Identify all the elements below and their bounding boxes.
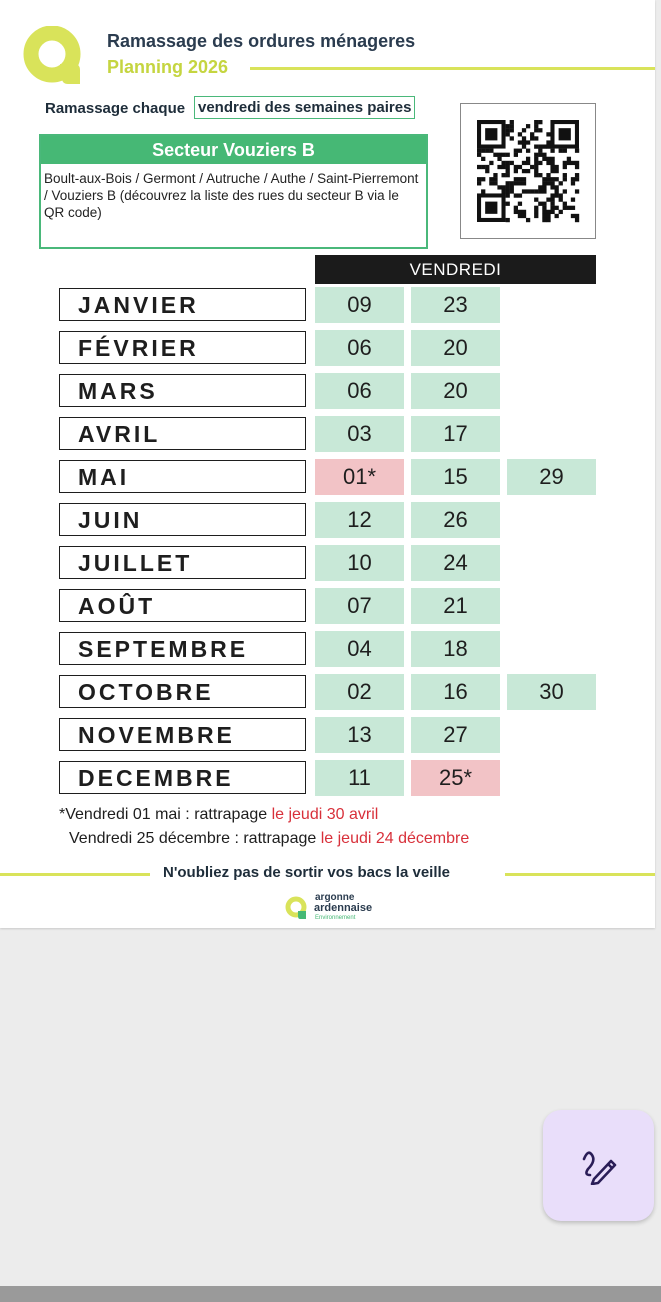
date-cell: 21 — [411, 588, 500, 624]
date-cell-rescheduled: 25* — [411, 760, 500, 796]
argonne-logo-icon — [284, 895, 312, 921]
brand-line2: ardennaise — [314, 902, 373, 914]
reminder-text: N'oubliez pas de sortir vos bacs la veille — [163, 864, 451, 881]
month-label: JUIN — [59, 503, 306, 536]
column-header-vendredi: VENDREDI — [315, 255, 596, 284]
page-title: Ramassage des ordures ménageres — [107, 31, 416, 51]
month-label: MAI — [59, 460, 306, 493]
schedule-label: Ramassage chaque — [45, 100, 186, 117]
month-label: NOVEMBRE — [59, 718, 306, 751]
sector-title: Secteur Vouziers B — [41, 136, 426, 164]
date-cell: 04 — [315, 631, 404, 667]
month-label: AOÛT — [59, 589, 306, 622]
date-cell: 06 — [315, 330, 404, 366]
date-cell-rescheduled: 01* — [315, 459, 404, 495]
note-december-highlight: le jeudi 24 décembre — [320, 830, 470, 847]
date-cell: 15 — [411, 459, 500, 495]
date-cell: 13 — [315, 717, 404, 753]
date-cell: 06 — [315, 373, 404, 409]
sector-description: Boult-aux-Bois / Germont / Autruche / Authe / Saint-Pierremont / Vouziers B (découvrez la liste des rues du secteur B via le QR code) — [44, 171, 419, 220]
date-cell: 02 — [315, 674, 404, 710]
brand-line3: Environnement — [315, 915, 356, 921]
note-december-text: Vendredi 25 décembre : rattrapage — [69, 830, 321, 847]
reminder-rule-right — [505, 873, 655, 876]
date-cell: 10 — [315, 545, 404, 581]
month-label: SEPTEMBRE — [59, 632, 306, 665]
date-cell: 07 — [315, 588, 404, 624]
date-cell: 03 — [315, 416, 404, 452]
bottom-bar — [0, 1286, 661, 1302]
month-label: JANVIER — [59, 288, 306, 321]
date-cell: 26 — [411, 502, 500, 538]
date-cell: 20 — [411, 373, 500, 409]
date-cell: 27 — [411, 717, 500, 753]
date-cell: 24 — [411, 545, 500, 581]
date-cell: 29 — [507, 459, 596, 495]
qr-code[interactable] — [460, 103, 596, 239]
date-cell: 30 — [507, 674, 596, 710]
note-may-text: *Vendredi 01 mai : rattrapage — [59, 806, 272, 823]
date-cell: 18 — [411, 631, 500, 667]
month-label: JUILLET — [59, 546, 306, 579]
date-cell: 12 — [315, 502, 404, 538]
qr-code-icon — [461, 104, 595, 238]
date-cell: 17 — [411, 416, 500, 452]
brand-line1: argonne — [315, 892, 355, 903]
month-label: MARS — [59, 374, 306, 407]
reminder-banner — [0, 864, 655, 884]
edit-pen-icon — [580, 1147, 618, 1185]
planning-logo-icon — [22, 26, 92, 88]
schedule-days: vendredi des semaines paires — [194, 96, 415, 119]
note-may — [59, 806, 378, 824]
subtitle-divider — [250, 67, 655, 70]
date-cell: 09 — [315, 287, 404, 323]
note-december — [69, 830, 469, 848]
month-label: FÉVRIER — [59, 331, 306, 364]
date-cell: 16 — [411, 674, 500, 710]
date-cell: 11 — [315, 760, 404, 796]
sector-box — [39, 134, 428, 249]
month-label: OCTOBRE — [59, 675, 306, 708]
page-subtitle: Planning 2026 — [107, 57, 229, 77]
date-cell: 23 — [411, 287, 500, 323]
month-label: AVRIL — [59, 417, 306, 450]
month-label: DECEMBRE — [59, 761, 306, 794]
note-may-highlight: le jeudi 30 avril — [271, 806, 379, 823]
edit-fab-button[interactable] — [543, 1110, 654, 1221]
date-cell: 20 — [411, 330, 500, 366]
reminder-rule-left — [0, 873, 150, 876]
